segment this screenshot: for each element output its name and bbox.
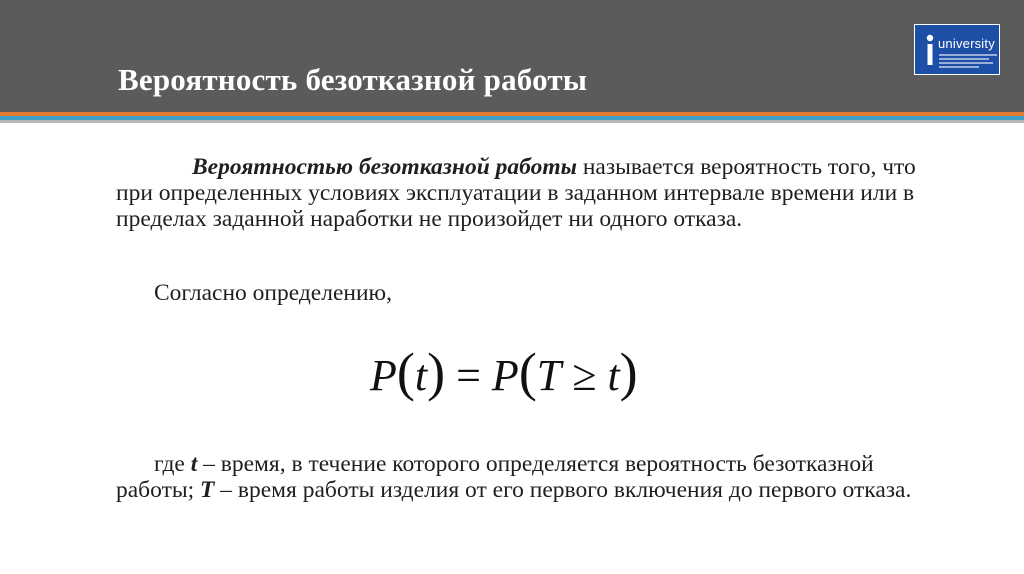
- slide-header: [0, 0, 1024, 112]
- symbol-T: T: [200, 477, 215, 503]
- explanation-text: – время, в течение которого определяется вероятность безотказной работы;: [116, 451, 874, 503]
- symbol-t: t: [190, 451, 198, 477]
- formula-lhs-variable: t: [414, 351, 428, 400]
- formula-rhs-variable-T: T: [536, 351, 562, 400]
- formula-paren: (: [396, 342, 415, 402]
- definition-paragraph: [116, 154, 916, 232]
- definition-text: называется вероятность того, что при определенных условиях эксплуатации в заданном интервале времени или в пределах заданной наработки не произойдет ни одного отказа.: [116, 154, 916, 232]
- explanation-paragraph: [116, 451, 916, 503]
- formula-relation: ≥: [572, 351, 597, 400]
- formula-rhs-function: P: [491, 351, 519, 400]
- formula-paren: (: [518, 342, 537, 402]
- explanation-text: – время работы изделия от его первого включения до первого отказа.: [214, 477, 912, 503]
- slide-title: Вероятность безотказной работы: [118, 62, 588, 97]
- logo-subtext-line: [939, 54, 997, 56]
- lead-in-paragraph: [116, 280, 916, 306]
- lead-in-text: Согласно определению,: [154, 280, 392, 306]
- accent-stripe-gray: [0, 120, 1024, 123]
- reliability-formula: [370, 342, 638, 402]
- university-logo: [914, 24, 1000, 75]
- formula-paren: ): [427, 342, 446, 402]
- formula-lhs-function: P: [370, 351, 397, 400]
- logo-subtext-line: [939, 62, 993, 64]
- defined-term: Вероятностью безотказной работы: [192, 154, 577, 180]
- logo-subtext-line: [939, 66, 979, 68]
- explanation-text: где: [154, 451, 191, 477]
- info-i-icon: [923, 33, 937, 67]
- formula-equals: =: [456, 351, 481, 400]
- logo-wordmark: university: [938, 36, 995, 51]
- formula-paren: ): [619, 342, 638, 402]
- formula-rhs-variable-t: t: [607, 351, 620, 400]
- logo-subtext-line: [939, 58, 989, 60]
